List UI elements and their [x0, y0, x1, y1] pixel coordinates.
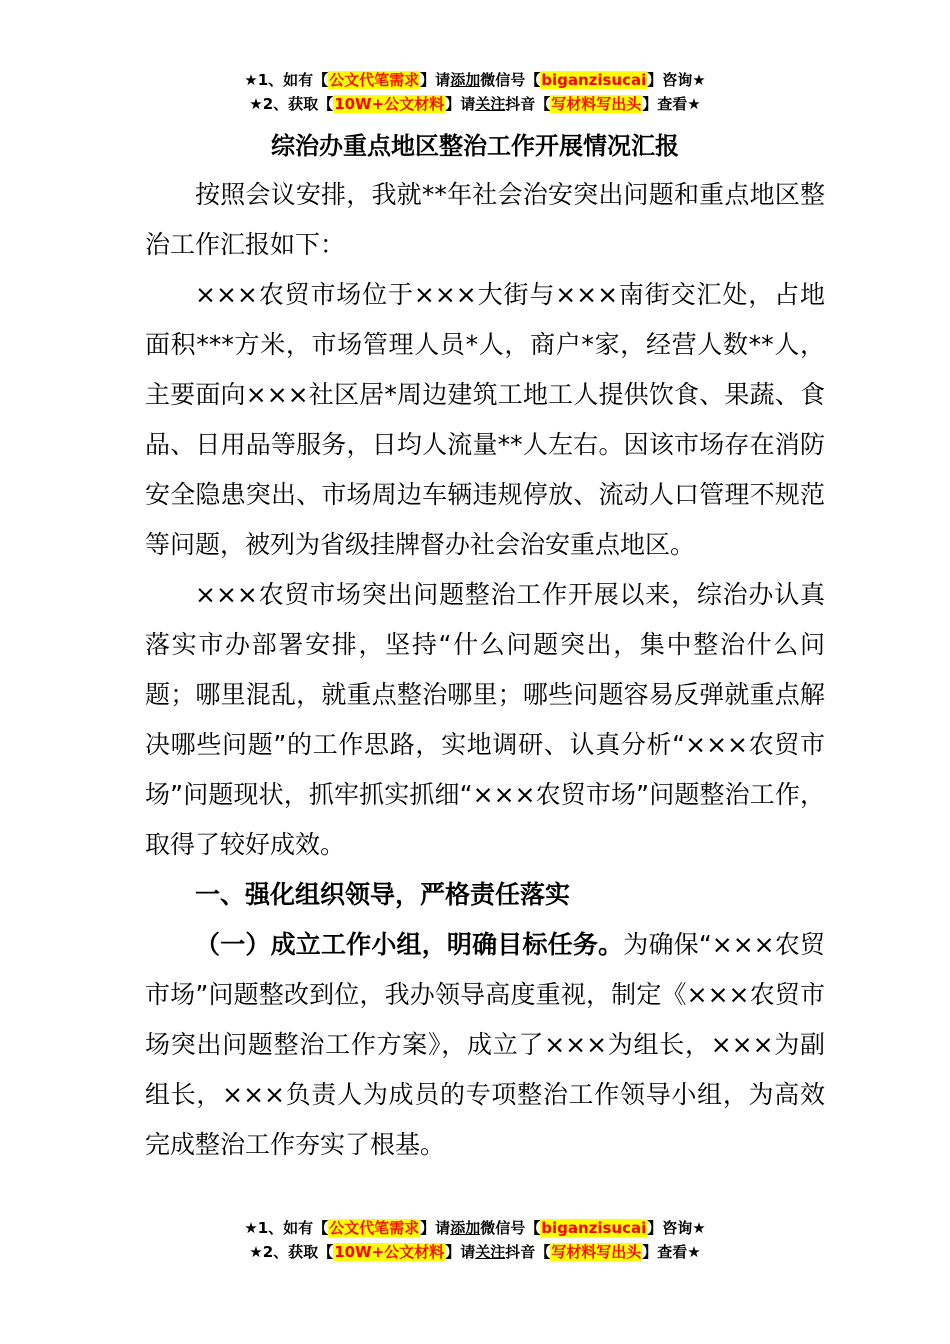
- header-banner: [0, 68, 950, 116]
- banner-text: 2、获取【: [262, 1243, 334, 1261]
- highlight-materials: 10W+公文材料: [334, 95, 445, 113]
- paragraph-intro: 按照会议安排，我就**年社会治安突出问题和重点地区整治工作汇报如下：: [145, 180, 825, 259]
- highlight-service: 公文代笔需求: [329, 1219, 420, 1237]
- banner-text: 微信号【: [480, 71, 541, 89]
- footer-banner: [0, 1216, 950, 1264]
- document-title: 综治办重点地区整治工作开展情况汇报: [271, 132, 679, 160]
- highlight-wechat-id: biganzisucai: [541, 1219, 647, 1237]
- banner-text: 】请: [445, 1243, 476, 1261]
- paragraph-work-summary: ×××农贸市场突出问题整治工作开展以来，综治办认真落实市办部署安排，坚持“什么问题突出，集中整治什么问题；哪里混乱，就重点整治哪里；哪些问题容易反弹就重点解决哪些问题”的工作思路，实地调研、认真分析“×××农贸市场”问题现状，抓牢抓实抓细“×××农贸市场”问题整治工作，取得了较好成效。: [145, 580, 825, 859]
- banner-text: 】咨询★: [647, 1219, 706, 1237]
- star-icon: ★: [244, 71, 258, 89]
- banner-text: 】查看★: [642, 1243, 701, 1261]
- highlight-service: 公文代笔需求: [329, 71, 420, 89]
- banner-text: 】请: [445, 95, 476, 113]
- section-heading-1: 一、强化组织领导，严格责任落实: [195, 880, 571, 909]
- banner-text: 】咨询★: [647, 71, 706, 89]
- paragraph-work-group: [145, 920, 825, 1170]
- banner-text: 】查看★: [642, 95, 701, 113]
- highlight-douyin: 写材料写出头: [551, 1243, 642, 1261]
- banner-text: 】请: [420, 71, 451, 89]
- banner-text: 】请: [420, 1219, 451, 1237]
- banner-text: 抖音【: [505, 95, 551, 113]
- subheading-1: （一）成立工作小组，明确目标任务。: [195, 930, 624, 959]
- paragraph-market-overview: ×××农贸市场位于×××大街与×××南街交汇处，占地面积***方米，市场管理人员*人，商户*家，经营人数**人，主要面向×××社区居*周边建筑工地工人提供饮食、果蔬、食品、日用品等服务，日均人流量**人左右。因该市场存在消防安全隐患突出、市场周边车辆违规停放、流动人口管理不规范等问题，被列为省级挂牌督办社会治安重点地区。: [145, 280, 825, 559]
- highlight-douyin: 写材料写出头: [551, 95, 642, 113]
- paragraph-work-group-text: 为确保“×××农贸市场”问题整改到位，我办领导高度重视，制定《×××农贸市场突出问题整治工作方案》，成立了×××为组长，×××为副组长，×××负责人为成员的专项整治工作领导小组，为高效完成整治工作夯实了根基。: [145, 930, 825, 1159]
- banner-line-2: [0, 92, 950, 116]
- star-icon: ★: [249, 95, 263, 113]
- banner-underlined: 添加: [450, 71, 481, 89]
- banner-line-1: [0, 68, 950, 92]
- banner-text: 微信号【: [480, 1219, 541, 1237]
- banner-underlined: 添加: [450, 1219, 481, 1237]
- banner-text: 1、如有【: [257, 1219, 329, 1237]
- banner-text: 抖音【: [505, 1243, 551, 1261]
- highlight-wechat-id: biganzisucai: [541, 71, 647, 89]
- document-body: [145, 170, 825, 1170]
- banner-text: 2、获取【: [262, 95, 334, 113]
- banner-text: 1、如有【: [257, 71, 329, 89]
- banner-line-1: [0, 1216, 950, 1240]
- banner-underlined: 关注: [475, 95, 506, 113]
- banner-underlined: 关注: [475, 1243, 506, 1261]
- star-icon: ★: [244, 1219, 258, 1237]
- banner-line-2: [0, 1240, 950, 1264]
- star-icon: ★: [249, 1243, 263, 1261]
- highlight-materials: 10W+公文材料: [334, 1243, 445, 1261]
